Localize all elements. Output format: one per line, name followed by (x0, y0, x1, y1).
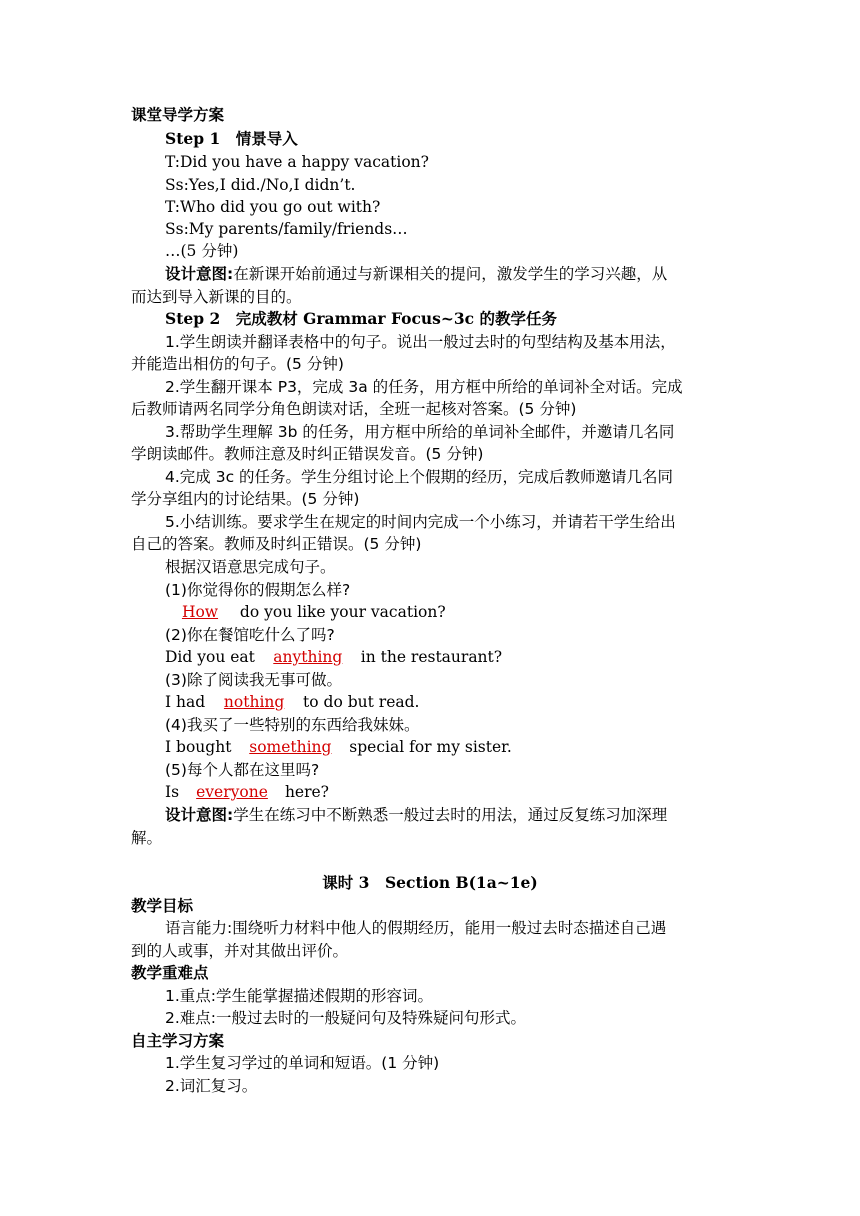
self-study-title: 自主学习方案 (131, 1032, 225, 1050)
goal-title: 教学目标 (131, 897, 194, 915)
answer-blank: anything (273, 648, 343, 666)
exercise-sentence: I had nothing to do but read. (165, 693, 420, 711)
paragraph: 1.学生朗读并翻译表格中的句子。说出一般过去时的句型结构及基本用法， (165, 333, 676, 351)
intent-text-cont: 而达到导入新课的目的。 (131, 288, 302, 306)
exercise-prompt: (1)你觉得你的假期怎么样? (165, 581, 351, 599)
lesson-heading: 课时 3 Section B(1a~1e) (322, 873, 538, 892)
paragraph-cont: 后教师请两名同学分角色朗读对话，全班一起核对答案。(5 分钟) (131, 400, 577, 418)
key-point: 1.重点:学生能掌握描述假期的形容词。 (165, 987, 434, 1005)
dialog-line: T:Did you have a happy vacation? (165, 153, 429, 171)
intent-text-cont: 解。 (131, 829, 163, 847)
key-point: 2.难点:一般过去时的一般疑问句及特殊疑问句形式。 (165, 1009, 527, 1027)
paragraph-cont: 自己的答案。教师及时纠正错误。(5 分钟) (131, 535, 422, 553)
intent-label: 设计意图: (165, 265, 234, 283)
exercise-sentence: I bought something special for my sister. (165, 738, 512, 756)
exercise-sentence: Did you eat anything in the restaurant? (165, 648, 503, 666)
intent-label: 设计意图: (165, 806, 234, 824)
exercise-prompt: (2)你在餐馆吃什么了吗? (165, 626, 335, 644)
exercise-intro: 根据汉语意思完成句子。 (165, 558, 336, 576)
design-intent (165, 805, 667, 825)
intent-text: 在新课开始前通过与新课相关的提问，激发学生的学习兴趣，从 (233, 265, 668, 283)
exercise-sentence: How do you like your vacation? (165, 602, 446, 622)
paragraph: 4.完成 3c 的任务。学生分组讨论上个假期的经历，完成后教师邀请几名同 (165, 468, 674, 486)
step2-heading: Step 2 完成教材 Grammar Focus~3c 的教学任务 (165, 309, 558, 328)
exercise-sentence: Is everyone here? (165, 783, 329, 801)
step1-heading: Step 1 情景导入 (165, 129, 298, 148)
key-points-title: 教学重难点 (131, 964, 209, 982)
self-study-item: 1.学生复习学过的单词和短语。(1 分钟) (165, 1054, 440, 1072)
design-intent (165, 264, 667, 284)
answer-blank: something (249, 738, 332, 756)
paragraph: 2.学生翻开课本 P3，完成 3a 的任务，用方框中所给的单词补全对话。完成 (165, 378, 683, 396)
paragraph-cont: 学分享组内的讨论结果。(5 分钟) (131, 490, 360, 508)
answer-blank: How (181, 603, 219, 621)
dialog-line: Ss:My parents/family/friends… (165, 220, 408, 238)
dialog-line: T:Who did you go out with? (165, 198, 381, 216)
answer-blank: nothing (223, 693, 285, 711)
exercise-prompt: (5)每个人都在这里吗? (165, 761, 320, 779)
answer-blank: everyone (196, 783, 268, 801)
paragraph: 3.帮助学生理解 3b 的任务，用方框中所给的单词补全邮件，并邀请几名同 (165, 423, 675, 441)
exercise-prompt: (4)我买了一些特别的东西给我妹妹。 (165, 716, 420, 734)
goal-text: 语言能力:围绕听力材料中他人的假期经历，能用一般过去时态描述自己遇 (165, 919, 667, 937)
paragraph: 5.小结训练。要求学生在规定的时间内完成一个小练习，并请若干学生给出 (165, 513, 676, 531)
self-study-item: 2.词汇复习。 (165, 1077, 258, 1095)
dialog-line: …(5 分钟) (165, 242, 239, 260)
section-title: 课堂导学方案 (131, 106, 225, 124)
dialog-line: Ss:Yes,I did./No,I didn’t. (165, 176, 356, 194)
paragraph-cont: 学朗读邮件。教师注意及时纠正错误发音。(5 分钟) (131, 445, 484, 463)
exercise-prompt: (3)除了阅读我无事可做。 (165, 671, 342, 689)
goal-text-cont: 到的人或事，并对其做出评价。 (131, 942, 349, 960)
intent-text: 学生在练习中不断熟悉一般过去时的用法，通过反复练习加深理 (233, 806, 668, 824)
paragraph-cont: 并能造出相仿的句子。(5 分钟) (131, 355, 344, 373)
